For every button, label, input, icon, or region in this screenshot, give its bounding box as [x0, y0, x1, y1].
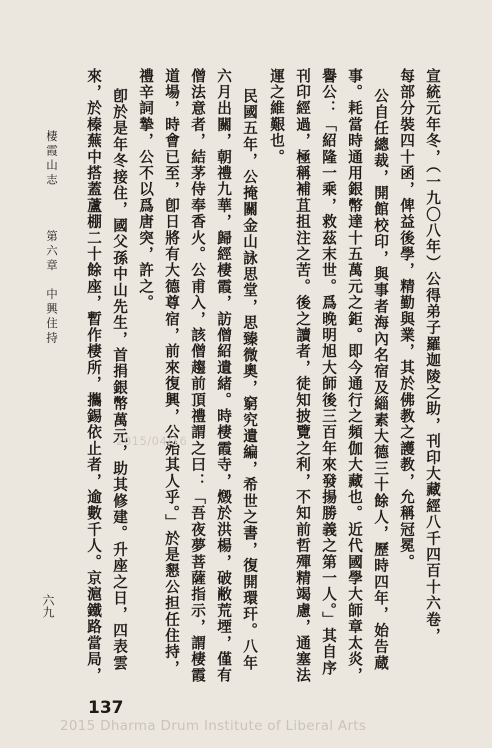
- text-column-11: 道場，時會已至，卽日將有大德尊宿，前來復興，公殆其人乎。」於是懇公担任住持，: [163, 68, 180, 677]
- text-column-14: 來，於榛蕪中搭蓋蘆棚二十餘座，暫作棲所，攜錫依止者，逾數千人。京滬鐵路當局，: [85, 68, 102, 684]
- text-column-9: 六月出關，朝禮九華，歸經棲霞，訪僧紹遺緒。時棲霞寺，燬於洪楊，破敝荒堙，僅有: [215, 68, 232, 684]
- text-column-3: 公自任總裁，開館校印，與事者海內名宿及緇素大德三十餘人，歷時四年，始告蔵: [372, 88, 389, 672]
- text-column-6: 刊印經過，極稱補苴抯注之苦。後之讀者，徒知披覽之利，不知前哲殫精竭慮，通塞法: [294, 68, 311, 684]
- text-column-8: 民國五年，公掩關金山詠思堂，思臻微奧，窮究遺編，希世之書，復開環玕。八年: [241, 88, 258, 672]
- watermark: 2015 Dharma Drum Institute of Liberal Arts: [60, 718, 367, 734]
- book-title: 棲霞山志: [45, 130, 59, 188]
- text-column-4: 事。耗當時通用銀幣達十五萬元之鉅。即今通行之頻伽大藏也。近代國學大師章太炎，: [346, 68, 363, 684]
- text-column-12: 禮辛詞摯，公不以爲唐突，許之。: [137, 68, 154, 311]
- date-stamp: 2015/04/16: [116, 434, 188, 448]
- chapter-title: 第六章 中興住持: [45, 230, 59, 346]
- page-number: 137: [88, 698, 124, 718]
- text-column-2: 每部分裝四十函，俾益後學，精勤與業，其於佛教之護教，允稱冠冕。: [398, 68, 415, 571]
- text-column-7: 運之維艱也。: [268, 68, 285, 166]
- text-column-5: 譽公：「紹隆一乘，救茲末世。爲晚明旭大師後三百年來發揚勝義之第一人。」其自序: [320, 68, 337, 677]
- text-column-13: 卽於是年冬接住，國父孫中山先生，首捐銀幣萬元，助其修建。升座之日，四表雲: [111, 88, 128, 672]
- page-number-chinese: 六九: [41, 594, 55, 618]
- text-column-1: 宣統元年冬，（一九〇八年）公得弟子羅迦陵之助，刊印大藏經八千四百十六卷，: [424, 68, 441, 644]
- text-column-10: 僧法意者，結茅侍奉香火。公甫入，該僧趨前頂禮謂之曰：「吾夜夢菩薩指示，謂棲霞: [189, 68, 206, 684]
